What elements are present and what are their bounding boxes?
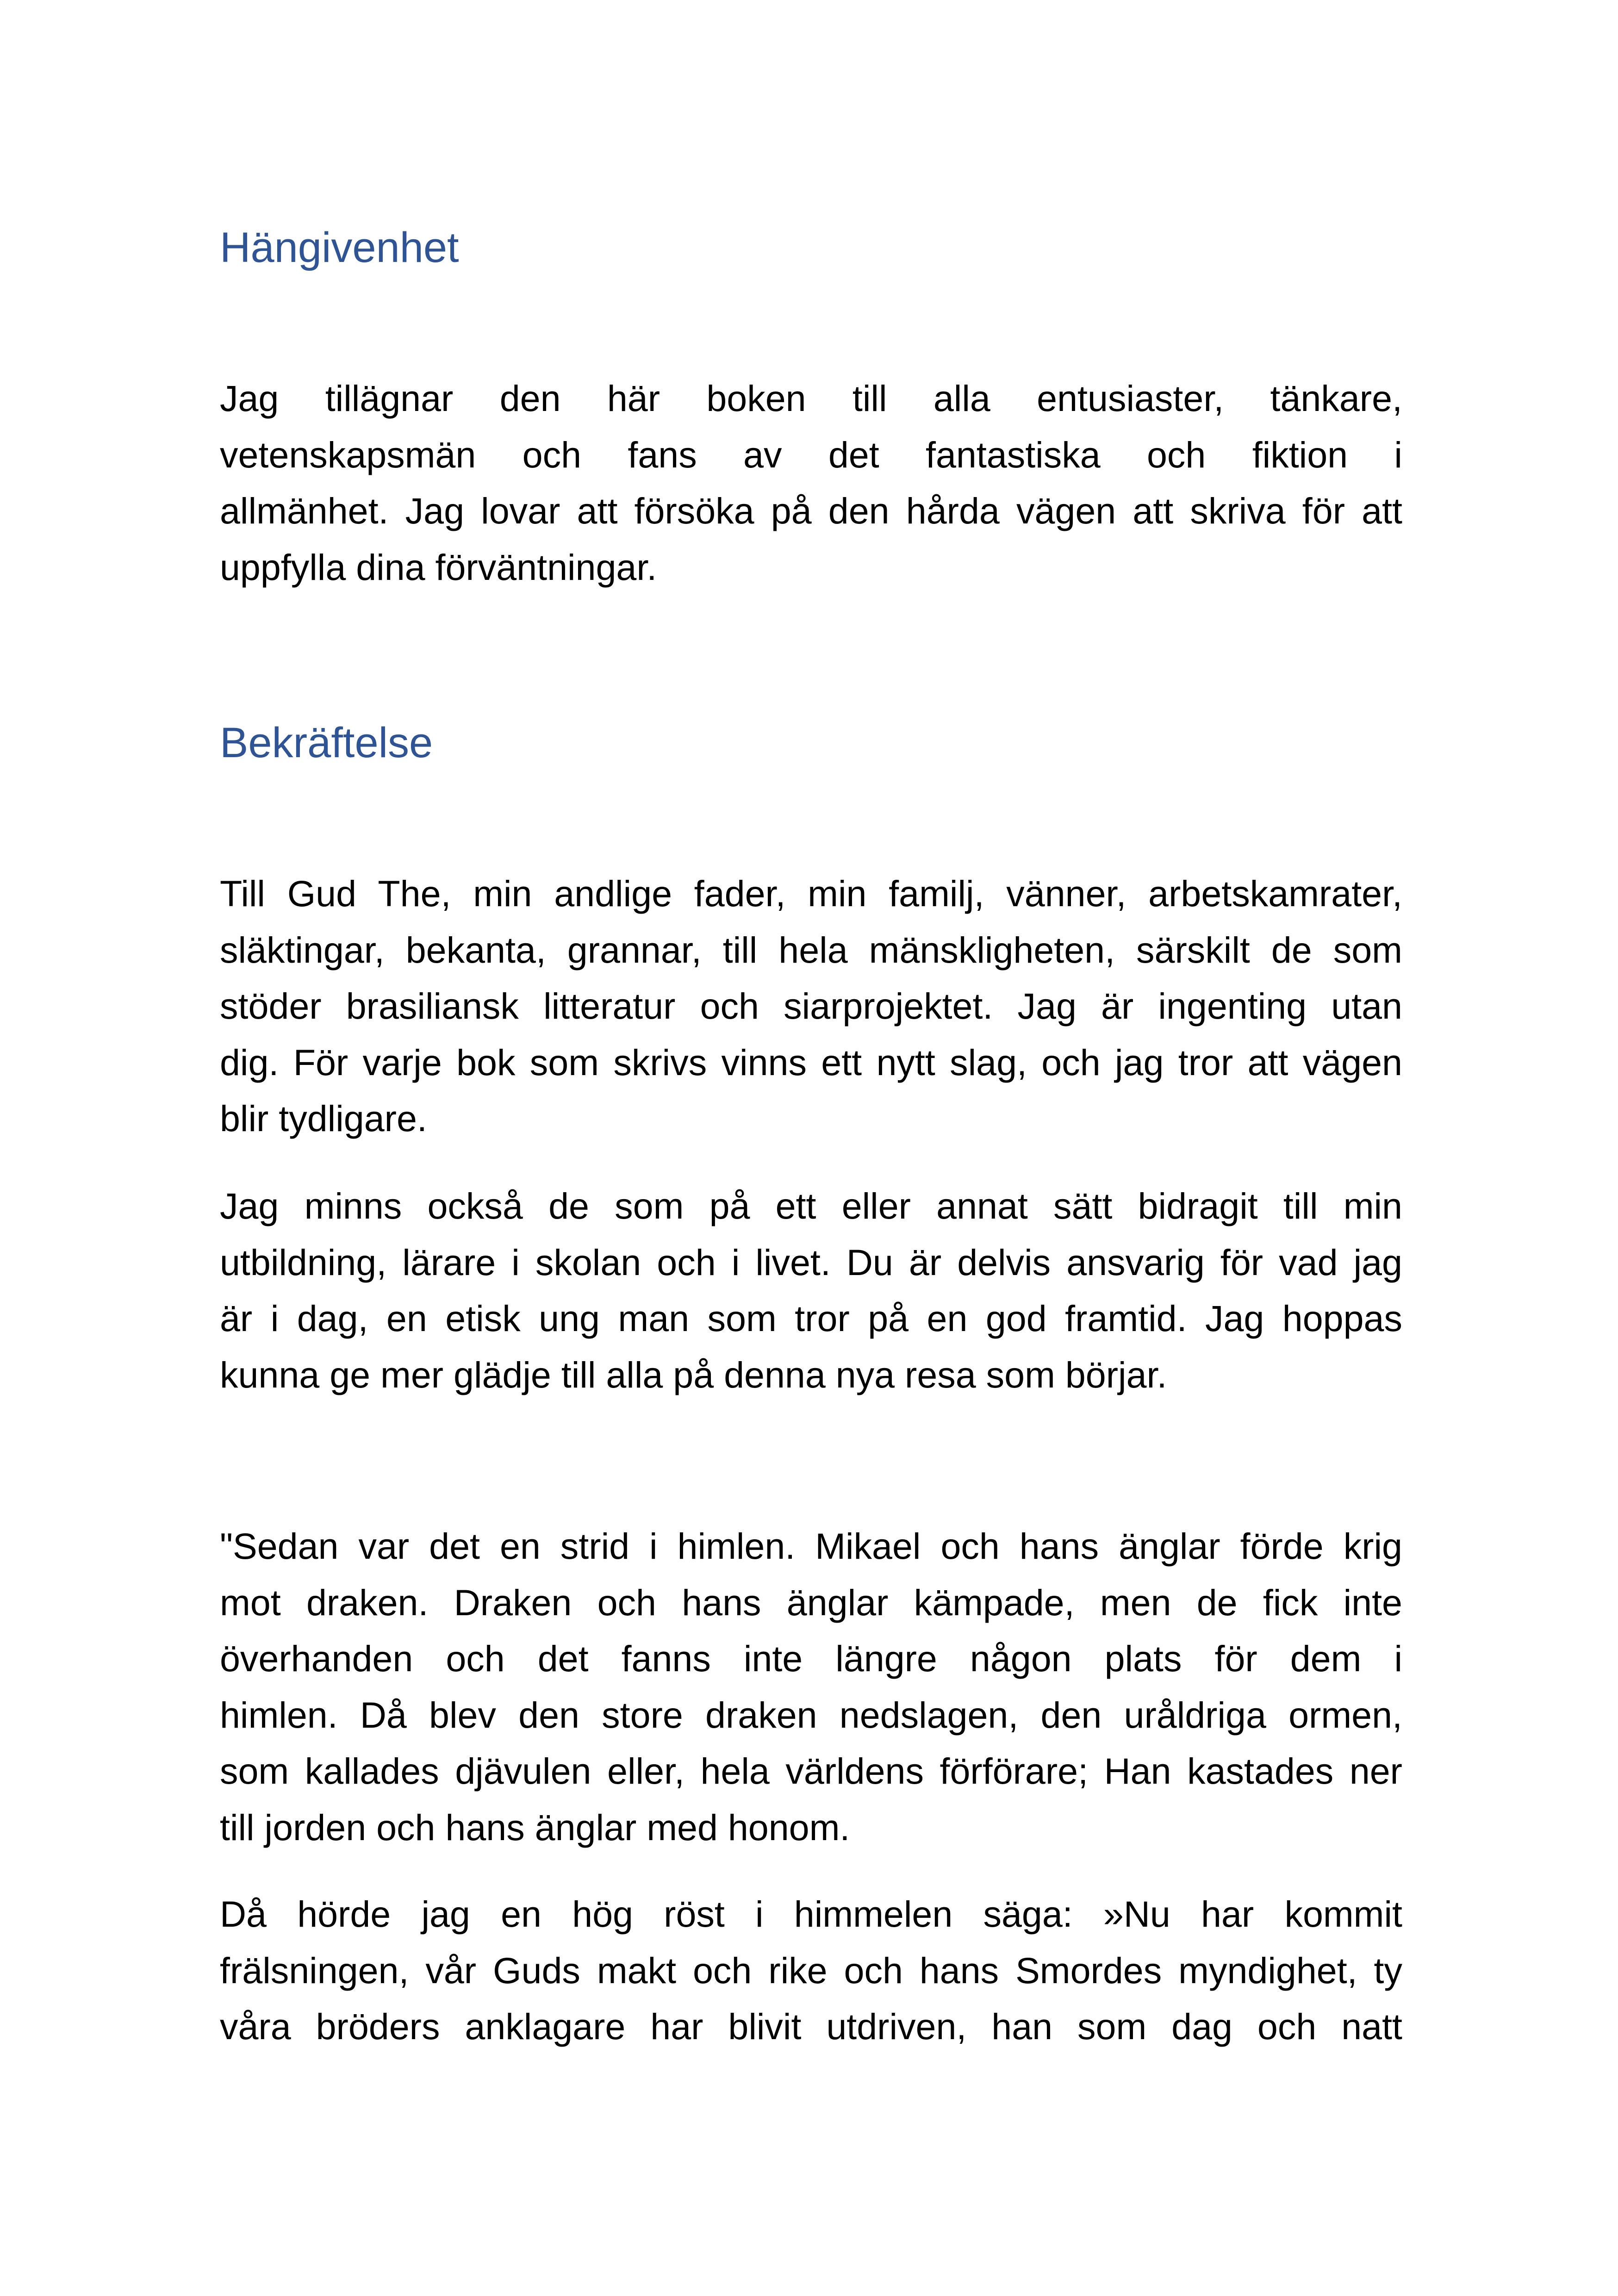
text-line: Till Gud The, min andlige fader, min familj, vänner, arbetskamrater, <box>220 873 1402 914</box>
text-line: vetenskapsmän och fans av det fantastiska och fiktion i <box>220 434 1402 475</box>
text-line: utbildning, lärare i skolan och i livet. Du är delvis ansvarig för vad jag <box>220 1241 1402 1283</box>
heading-bekraftelse: Bekräftelse <box>220 719 433 766</box>
text-line: till jorden och hans änglar med honom. <box>220 1806 850 1848</box>
acknowledgement-paragraph-1 <box>220 865 1402 1147</box>
text-line: blir tydligare. <box>220 1098 427 1139</box>
text-line: dig. För varje bok som skrivs vinns ett nytt slag, och jag tror att vägen <box>220 1041 1402 1083</box>
text-line: mot draken. Draken och hans änglar kämpade, men de fick inte <box>220 1581 1402 1623</box>
text-line: våra bröders anklagare har blivit utdriven, han som dag och natt <box>220 2006 1402 2047</box>
quote-paragraph-2 <box>220 1886 1402 2055</box>
text-line: allmänhet. Jag lovar att försöka på den hårda vägen att skriva för att <box>220 490 1402 531</box>
text-line: kunna ge mer glädje till alla på denna nya resa som börjar. <box>220 1354 1167 1395</box>
text-line: uppfylla dina förväntningar. <box>220 546 657 588</box>
text-line: "Sedan var det en strid i himlen. Mikael och hans änglar förde krig <box>220 1525 1402 1567</box>
text-line: frälsningen, vår Guds makt och rike och hans Smordes myndighet, ty <box>220 1949 1402 1991</box>
acknowledgement-paragraph-2 <box>220 1178 1402 1403</box>
quote-paragraph-1 <box>220 1518 1402 1855</box>
text-line: som kallades djävulen eller, hela världens förförare; Han kastades ner <box>220 1750 1402 1792</box>
text-line: överhanden och det fanns inte längre någon plats för dem i <box>220 1638 1402 1679</box>
text-line: Jag tillägnar den här boken till alla entusiaster, tänkare, <box>220 378 1402 419</box>
dedication-paragraph <box>220 370 1402 595</box>
text-line: släktingar, bekanta, grannar, till hela mänskligheten, särskilt de som <box>220 929 1402 971</box>
text-line: stöder brasiliansk litteratur och siarprojektet. Jag är ingenting utan <box>220 985 1402 1027</box>
text-line: Jag minns också de som på ett eller annat sätt bidragit till min <box>220 1185 1402 1226</box>
heading-hangivenhet: Hängivenhet <box>220 224 459 271</box>
text-line: är i dag, en etisk ung man som tror på en god framtid. Jag hoppas <box>220 1298 1402 1339</box>
text-line: Då hörde jag en hög röst i himmelen säga: »Nu har kommit <box>220 1893 1402 1935</box>
text-line: himlen. Då blev den store draken nedslagen, den uråldriga ormen, <box>220 1694 1402 1736</box>
